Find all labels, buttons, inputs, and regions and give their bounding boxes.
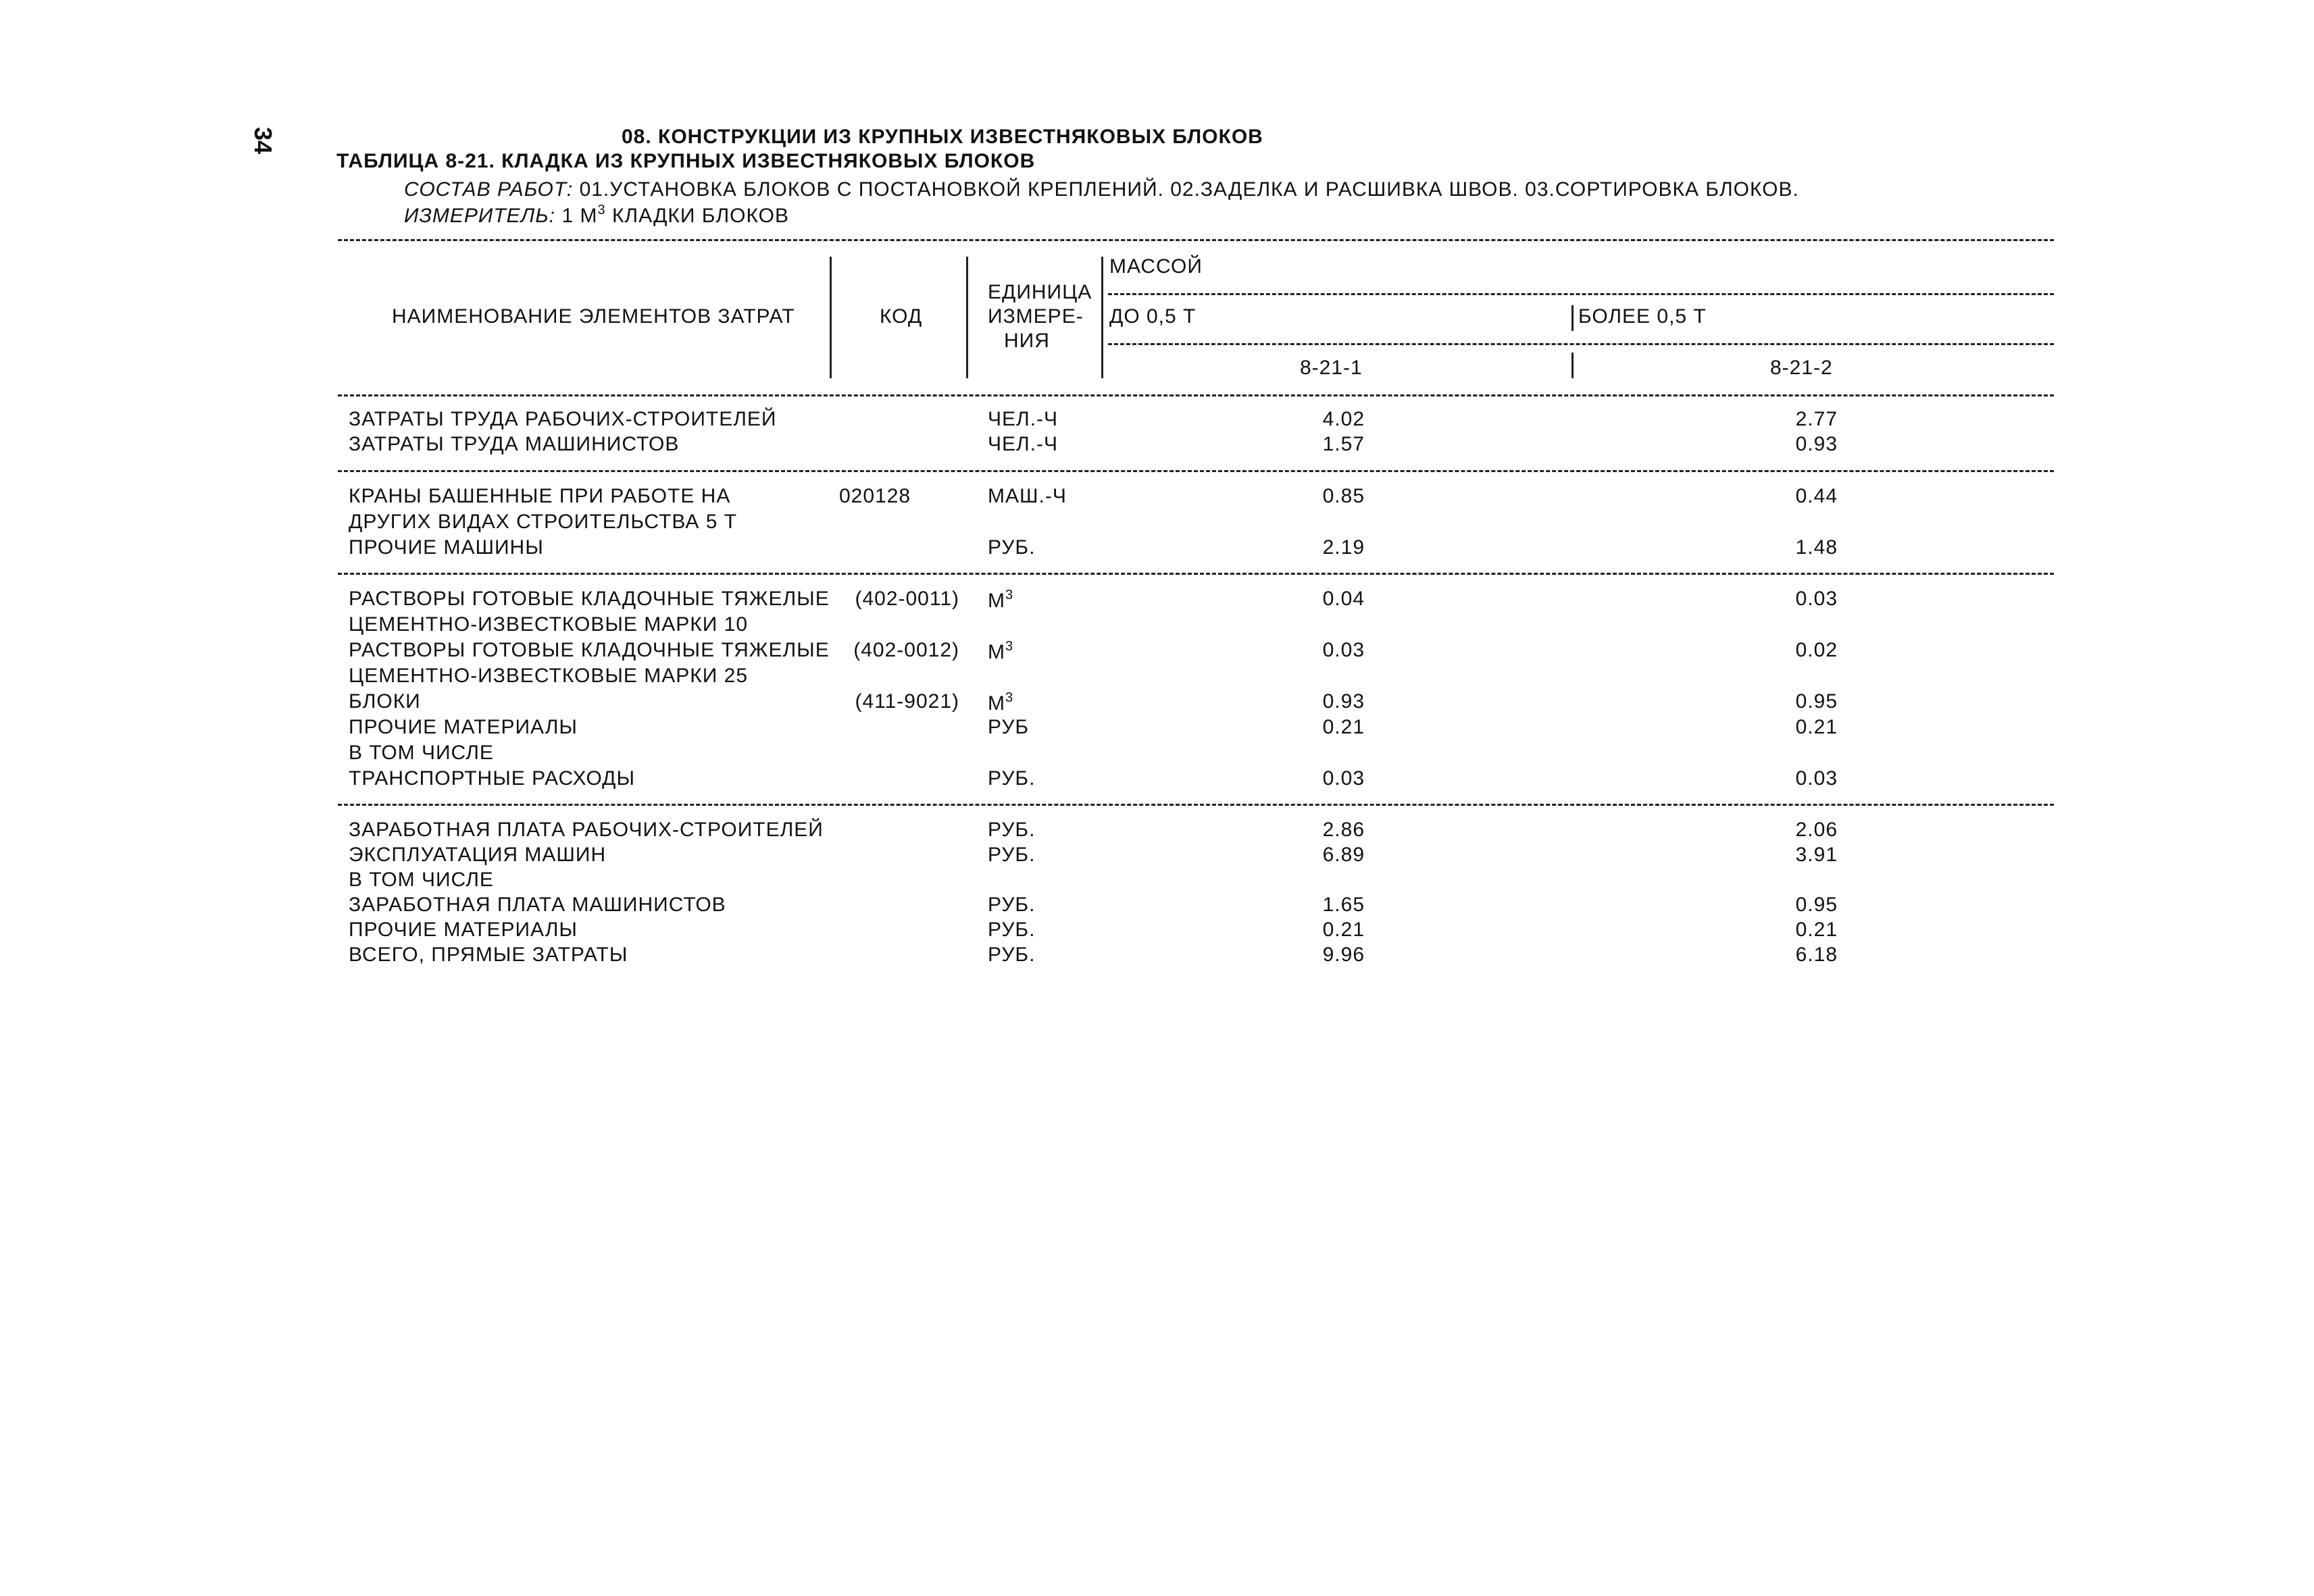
table-row xyxy=(0,588,2314,612)
row-value-1: 6.89 xyxy=(1322,844,1365,866)
row-unit: МАШ.-Ч xyxy=(988,485,1067,507)
table-row xyxy=(0,742,2314,766)
row-name: ЗАРАБОТНАЯ ПЛАТА МАШИНИСТОВ xyxy=(349,894,726,916)
table-row xyxy=(0,819,2314,843)
composition-text: 01.УСТАНОВКА БЛОКОВ С ПОСТАНОВКОЙ КРЕПЛЕНИЙ. 02.ЗАДЕЛКА И РАСШИВКА ШВОВ. 03.СОРТИРОВКА БЛОКОВ. xyxy=(579,178,1799,201)
header-mass-over: БОЛЕЕ 0,5 Т xyxy=(1578,305,1707,328)
row-value-1: 1.57 xyxy=(1322,433,1365,455)
row-value-2: 0.03 xyxy=(1795,588,1838,610)
header-top-rule xyxy=(338,239,2054,241)
header-divider-code xyxy=(966,257,968,378)
table-row xyxy=(0,639,2314,663)
row-unit: РУБ. xyxy=(988,536,1036,559)
row-name: ВСЕГО, ПРЯМЫЕ ЗАТРАТЫ xyxy=(349,944,628,966)
header-name: НАИМЕНОВАНИЕ ЭЛЕМЕНТОВ ЗАТРАТ xyxy=(392,305,795,328)
header-code-rule xyxy=(1108,343,2054,345)
header-unit-line2: ИЗМЕРЕ- xyxy=(988,305,1084,328)
row-value-1: 2.19 xyxy=(1322,536,1365,559)
table-row xyxy=(0,485,2314,509)
row-name: РАСТВОРЫ ГОТОВЫЕ КЛАДОЧНЫЕ ТЯЖЕЛЫЕ xyxy=(349,588,830,610)
row-value-2: 3.91 xyxy=(1795,844,1838,866)
measure-text-post: КЛАДКИ БЛОКОВ xyxy=(611,205,789,227)
table-row xyxy=(0,844,2314,868)
page-number: 34 xyxy=(249,127,277,155)
group-separator-1 xyxy=(338,470,2054,472)
row-unit: РУБ. xyxy=(988,767,1036,790)
row-code: 020128 xyxy=(839,485,911,507)
row-name: ДРУГИХ ВИДАХ СТРОИТЕЛЬСТВА 5 Т xyxy=(349,511,738,533)
table-row xyxy=(0,433,2314,457)
table-row xyxy=(0,767,2314,792)
row-unit: РУБ. xyxy=(988,844,1036,866)
row-name: ЗАТРАТЫ ТРУДА РАБОЧИХ-СТРОИТЕЛЕЙ xyxy=(349,408,777,430)
row-name: В ТОМ ЧИСЛЕ xyxy=(349,869,494,891)
header-divider-cols-bottom xyxy=(1571,353,1574,378)
row-value-1: 0.03 xyxy=(1322,639,1365,661)
table-row xyxy=(0,919,2314,943)
row-unit-text: М xyxy=(988,641,1005,663)
header-mass-rule xyxy=(1108,293,2054,295)
table-row xyxy=(0,944,2314,968)
table-row xyxy=(0,408,2314,432)
row-name: ПРОЧИЕ МАТЕРИАЛЫ xyxy=(349,919,578,941)
row-code: (402-0011) xyxy=(855,588,959,610)
row-unit: РУБ. xyxy=(988,919,1036,941)
row-value-2: 0.21 xyxy=(1795,716,1838,738)
header-unit-line1: ЕДИНИЦА xyxy=(988,281,1092,303)
row-value-1: 0.93 xyxy=(1322,690,1365,713)
row-value-1: 4.02 xyxy=(1322,408,1365,430)
row-unit: ЧЕЛ.-Ч xyxy=(988,433,1059,455)
table-row xyxy=(0,536,2314,561)
row-unit: РУБ. xyxy=(988,819,1036,841)
row-value-1: 1.65 xyxy=(1322,894,1365,916)
row-name: В ТОМ ЧИСЛЕ xyxy=(349,742,494,764)
section-title: 08. КОНСТРУКЦИИ ИЗ КРУПНЫХ ИЗВЕСТНЯКОВЫХ БЛОКОВ xyxy=(622,126,1263,148)
measure-text-pre: 1 М xyxy=(561,205,598,227)
composition-label: СОСТАВ РАБОТ: xyxy=(404,178,574,201)
table-row xyxy=(0,869,2314,893)
row-name: ПРОЧИЕ МАШИНЫ xyxy=(349,536,544,559)
row-unit-text: М xyxy=(988,590,1005,612)
row-value-2: 2.77 xyxy=(1795,408,1838,430)
row-name: ЭКСПЛУАТАЦИЯ МАШИН xyxy=(349,844,607,866)
row-unit xyxy=(988,639,1013,664)
row-value-2: 0.02 xyxy=(1795,639,1838,661)
row-name: ЗАТРАТЫ ТРУДА МАШИНИСТОВ xyxy=(349,433,680,455)
row-name: ПРОЧИЕ МАТЕРИАЛЫ xyxy=(349,716,578,738)
header-divider-unit xyxy=(1101,257,1103,378)
row-unit: РУБ. xyxy=(988,894,1036,916)
group-separator-3 xyxy=(338,804,2054,806)
row-value-2: 0.03 xyxy=(1795,767,1838,790)
row-value-2: 2.06 xyxy=(1795,819,1838,841)
row-value-2: 0.21 xyxy=(1795,919,1838,941)
row-unit-sup: 3 xyxy=(1005,639,1014,654)
row-name: РАСТВОРЫ ГОТОВЫЕ КЛАДОЧНЫЕ ТЯЖЕЛЫЕ xyxy=(349,639,830,661)
row-value-2: 0.93 xyxy=(1795,433,1838,455)
row-name: ЦЕМЕНТНО-ИЗВЕСТКОВЫЕ МАРКИ 25 xyxy=(349,665,749,687)
header-col1-code: 8-21-1 xyxy=(1300,357,1363,379)
table-row xyxy=(0,716,2314,740)
table-row xyxy=(0,511,2314,535)
row-value-1: 0.85 xyxy=(1322,485,1365,507)
table-row xyxy=(0,665,2314,689)
header-mass-upto: ДО 0,5 Т xyxy=(1109,305,1197,328)
table-title: ТАБЛИЦА 8-21. КЛАДКА ИЗ КРУПНЫХ ИЗВЕСТНЯКОВЫХ БЛОКОВ xyxy=(336,150,1036,172)
row-value-1: 0.21 xyxy=(1322,919,1365,941)
measure-sup: 3 xyxy=(597,203,606,217)
row-value-1: 0.04 xyxy=(1322,588,1365,610)
row-unit: РУБ xyxy=(988,716,1030,738)
row-value-1: 0.03 xyxy=(1322,767,1365,790)
measure-label: ИЗМЕРИТЕЛЬ: xyxy=(404,205,556,227)
row-unit-sup: 3 xyxy=(1005,588,1014,602)
row-unit: РУБ. xyxy=(988,944,1036,966)
header-mass: МАССОЙ xyxy=(1109,255,1203,278)
row-name: БЛОКИ xyxy=(349,690,421,713)
header-unit-line3: НИЯ xyxy=(1004,330,1050,352)
row-value-1: 0.21 xyxy=(1322,716,1365,738)
row-value-2: 6.18 xyxy=(1795,944,1838,966)
row-name: КРАНЫ БАШЕННЫЕ ПРИ РАБОТЕ НА xyxy=(349,485,731,507)
row-value-2: 1.48 xyxy=(1795,536,1838,559)
row-name: ТРАНСПОРТНЫЕ РАСХОДЫ xyxy=(349,767,636,790)
table-row xyxy=(0,894,2314,918)
row-value-2: 0.44 xyxy=(1795,485,1838,507)
header-divider-name xyxy=(830,257,832,378)
row-unit xyxy=(988,588,1013,613)
row-code: (402-0012) xyxy=(853,639,959,661)
table-row xyxy=(0,690,2314,715)
group-separator-2 xyxy=(338,573,2054,575)
header-divider-cols-mid xyxy=(1571,305,1574,331)
row-name: ЦЕМЕНТНО-ИЗВЕСТКОВЫЕ МАРКИ 10 xyxy=(349,613,749,636)
row-unit-text: М xyxy=(988,692,1005,715)
header-code: КОД xyxy=(880,305,923,328)
row-unit: ЧЕЛ.-Ч xyxy=(988,408,1059,430)
row-value-1: 2.86 xyxy=(1322,819,1365,841)
row-name: ЗАРАБОТНАЯ ПЛАТА РАБОЧИХ-СТРОИТЕЛЕЙ xyxy=(349,819,824,841)
work-composition xyxy=(404,178,1799,201)
row-value-1: 9.96 xyxy=(1322,944,1365,966)
table-row xyxy=(0,613,2314,638)
row-unit xyxy=(988,690,1013,715)
row-unit-sup: 3 xyxy=(1005,690,1014,705)
header-col2-code: 8-21-2 xyxy=(1770,357,1833,379)
row-value-2: 0.95 xyxy=(1795,894,1838,916)
header-bottom-rule xyxy=(338,394,2054,396)
unit-of-measure xyxy=(404,203,789,228)
row-code: (411-9021) xyxy=(855,690,959,713)
row-value-2: 0.95 xyxy=(1795,690,1838,713)
